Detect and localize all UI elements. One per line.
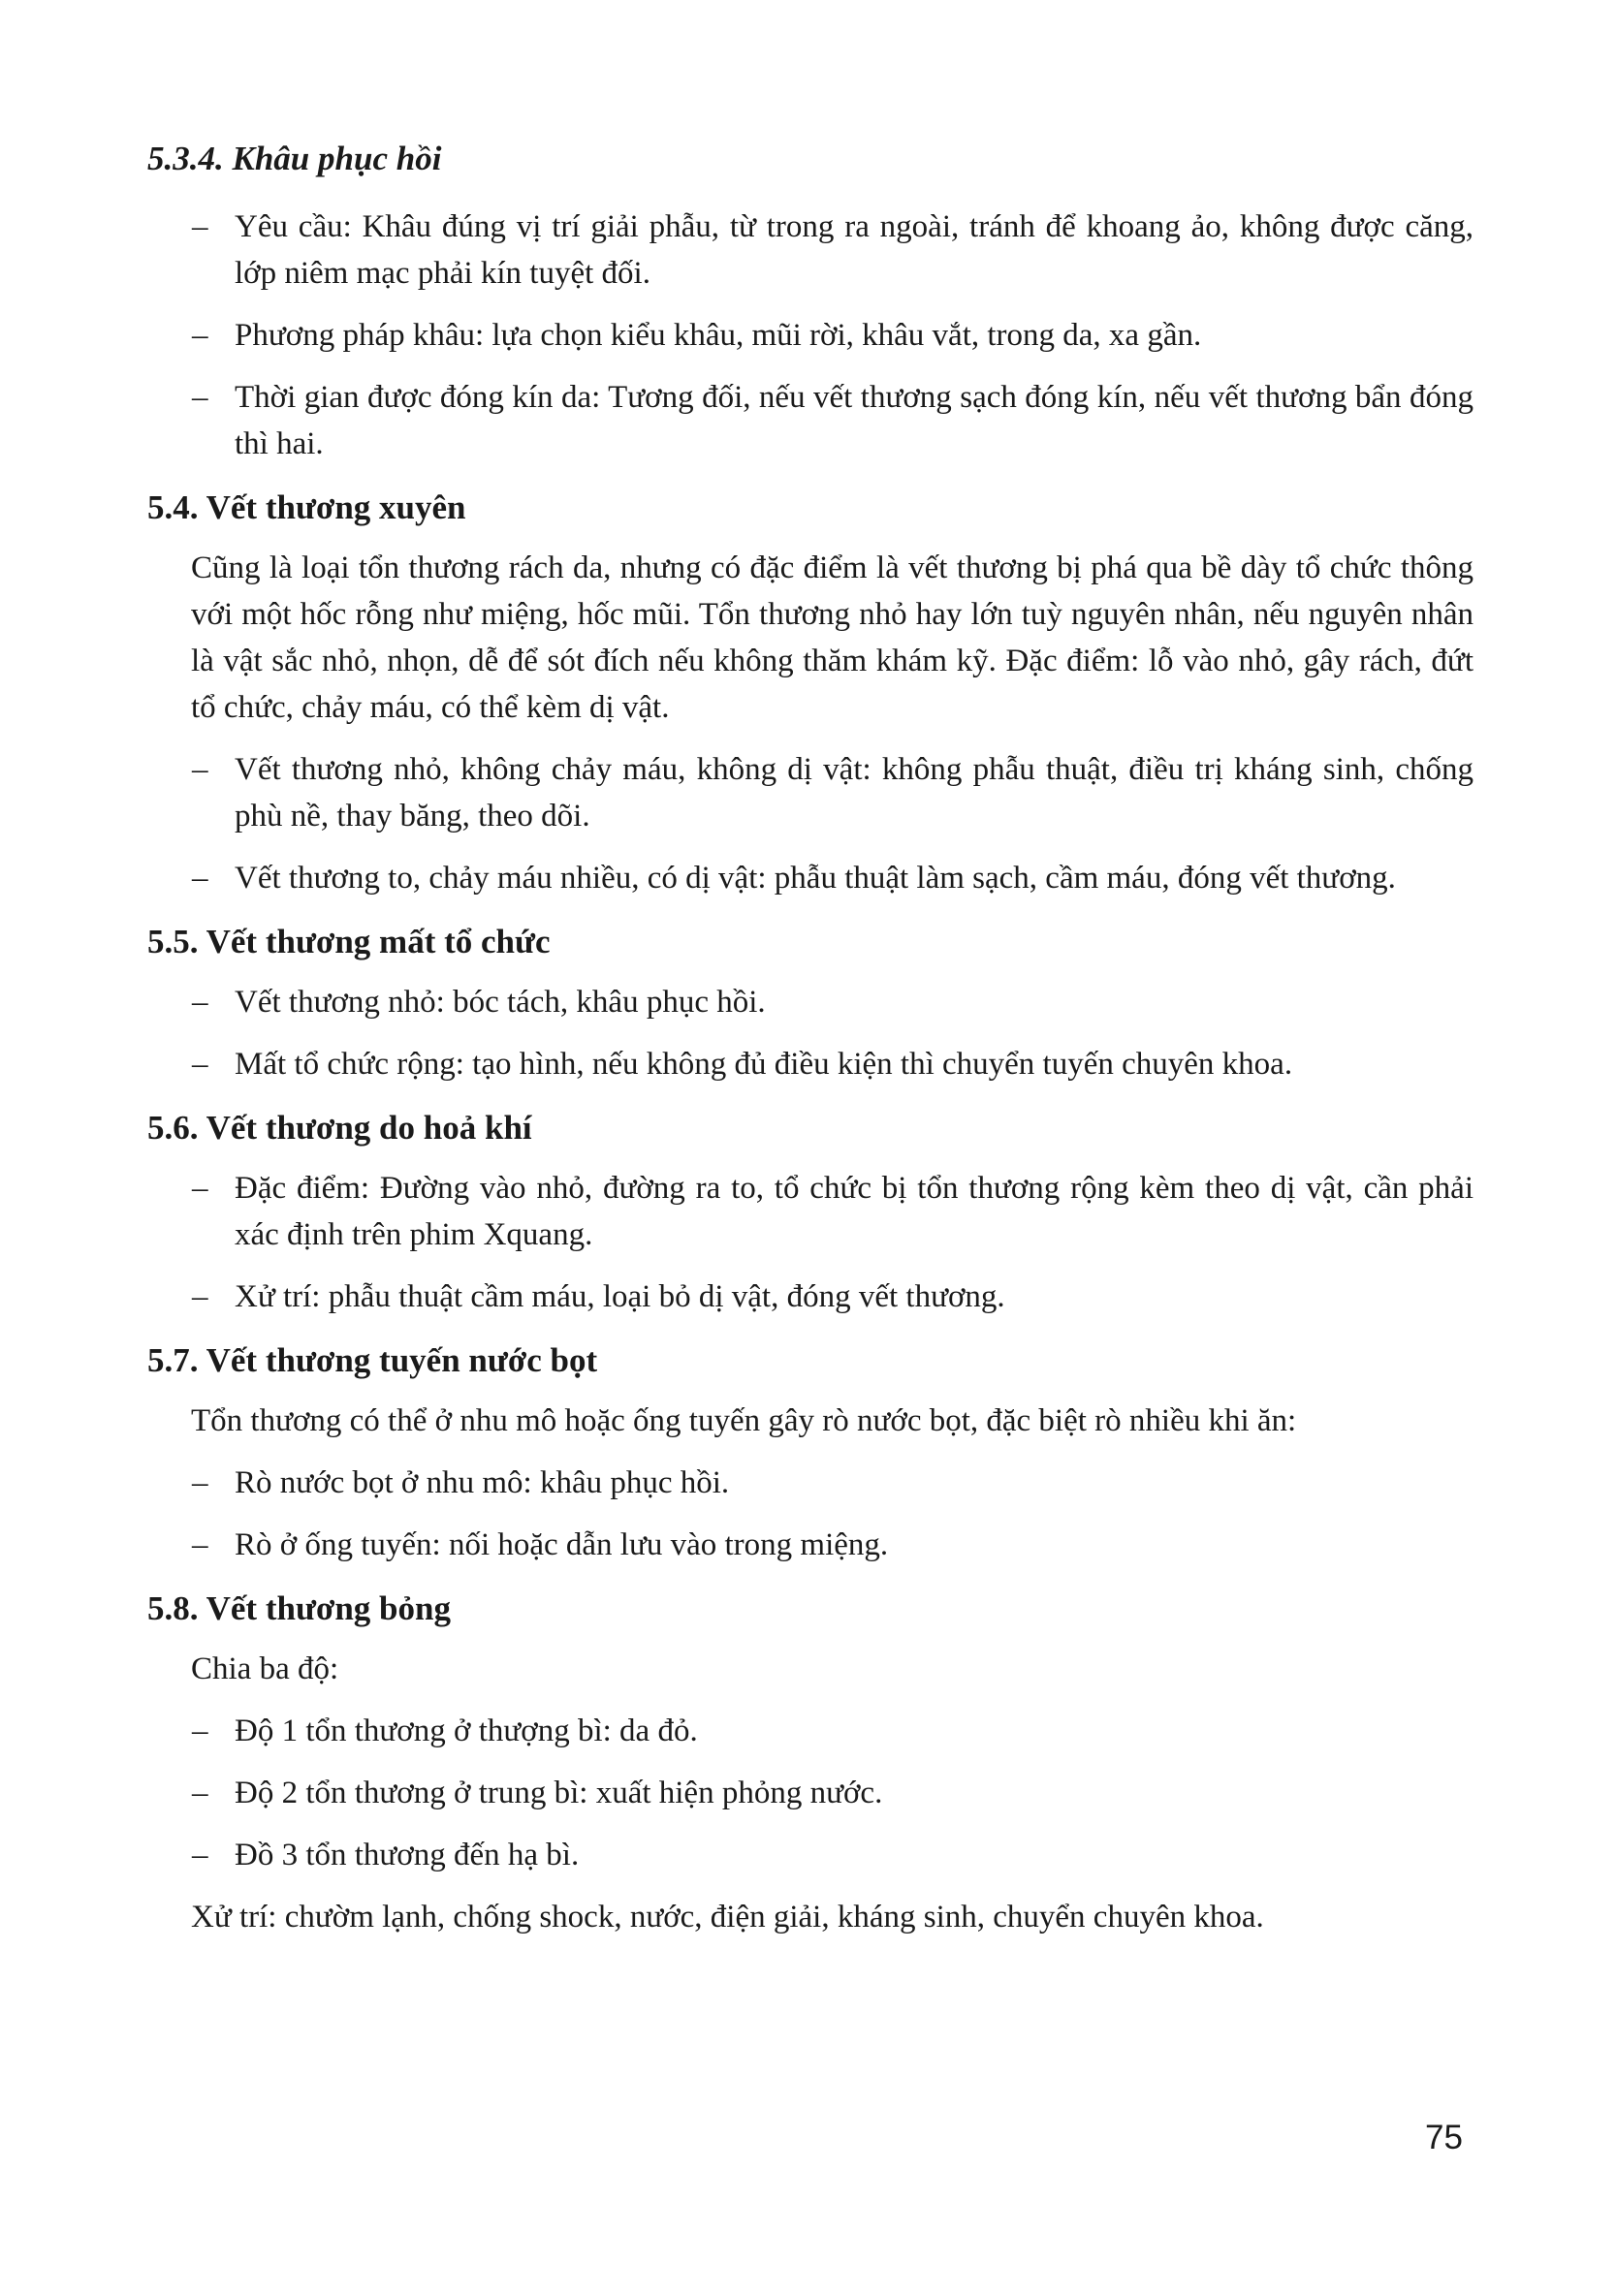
dash-bullet: – — [192, 1047, 208, 1082]
paragraph-5-4: Cũng là loại tổn thương rách da, nhưng có đặc điểm là vết thương bị phá qua bề dày tổ chức thông với một hốc rỗng như miệng, hốc mũi. Tổn thương nhỏ hay lớn tuỳ nguyên nhân, nếu nguyên nhân là vật sắc nhỏ, nhọn, dễ để sót đích nếu không thăm khám kỹ. Đặc điểm: lỗ vào nhỏ, gây rách, đứt tổ chức, chảy máu, có thể kèm dị vật. — [191, 550, 1473, 725]
dash-bullet: – — [192, 209, 208, 244]
list-item-text: Xử trí: phẫu thuật cầm máu, loại bỏ dị vật, đóng vết thương. — [235, 1279, 1005, 1314]
page-number: 75 — [1425, 2119, 1463, 2156]
list-item — [147, 1041, 1473, 1087]
list-item-text: Đồ 3 tổn thương đến hạ bì. — [235, 1838, 580, 1872]
list-item-text: Rò ở ống tuyến: nối hoặc dẫn lưu vào trong miệng. — [235, 1527, 889, 1562]
list-item-text: Độ 2 tổn thương ở trung bì: xuất hiện phỏng nước. — [235, 1776, 883, 1810]
dash-bullet: – — [192, 1279, 208, 1314]
dash-bullet: – — [192, 318, 208, 353]
dash-bullet: – — [192, 1527, 208, 1562]
list-item-text: Vết thương to, chảy máu nhiều, có dị vật: phẫu thuật làm sạch, cầm máu, đóng vết thương. — [235, 861, 1396, 896]
list-item-text: Độ 1 tổn thương ở thượng bì: da đỏ. — [235, 1714, 698, 1748]
heading-5-5: 5.5. Vết thương mất tổ chức — [147, 923, 551, 960]
list-5-7 — [147, 1460, 1473, 1568]
heading-5-3-4: 5.3.4. Khâu phục hồi — [147, 140, 442, 177]
list-5-3-4 — [147, 204, 1473, 467]
heading-5-6: 5.6. Vết thương do hoả khí — [147, 1109, 532, 1147]
dash-bullet: – — [192, 861, 208, 896]
list-item — [147, 1832, 1473, 1878]
heading-5-4: 5.4. Vết thương xuyên — [147, 488, 466, 526]
dash-bullet: – — [192, 752, 208, 787]
list-item — [147, 204, 1473, 297]
list-item — [147, 1522, 1473, 1568]
list-item-text: Đặc điểm: Đường vào nhỏ, đường ra to, tổ chức bị tổn thương rộng kèm theo dị vật, cần phải xác định trên phim Xquang. — [235, 1171, 1473, 1252]
list-item — [147, 1708, 1473, 1754]
list-item — [147, 855, 1473, 901]
list-item — [147, 312, 1473, 359]
dash-bullet: – — [192, 1714, 208, 1748]
paragraph-5-8: Chia ba độ: — [191, 1651, 339, 1686]
list-item-text: Thời gian được đóng kín da: Tương đối, nếu vết thương sạch đóng kín, nếu vết thương bẩn đóng thì hai. — [235, 380, 1473, 461]
list-item — [147, 979, 1473, 1025]
heading-5-8: 5.8. Vết thương bỏng — [147, 1589, 451, 1627]
paragraph-5-7: Tổn thương có thể ở nhu mô hoặc ống tuyến gây rò nước bọt, đặc biệt rò nhiều khi ăn: — [191, 1403, 1297, 1438]
list-item — [147, 1274, 1473, 1320]
list-item-text: Yêu cầu: Khâu đúng vị trí giải phẫu, từ trong ra ngoài, tránh để khoang ảo, không được căng, lớp niêm mạc phải kín tuyệt đối. — [235, 209, 1473, 291]
heading-5-7: 5.7. Vết thương tuyến nước bọt — [147, 1341, 598, 1379]
dash-bullet: – — [192, 1838, 208, 1872]
list-item — [147, 1460, 1473, 1506]
list-item — [147, 374, 1473, 467]
list-item-text: Mất tổ chức rộng: tạo hình, nếu không đủ điều kiện thì chuyển tuyến chuyên khoa. — [235, 1047, 1293, 1082]
list-5-6 — [147, 1165, 1473, 1320]
list-5-5 — [147, 979, 1473, 1087]
document-page — [147, 136, 1473, 1940]
closing-paragraph-5-8: Xử trí: chườm lạnh, chống shock, nước, điện giải, kháng sinh, chuyển chuyên khoa. — [191, 1900, 1264, 1934]
list-item-text: Rò nước bọt ở nhu mô: khâu phục hồi. — [235, 1465, 730, 1500]
list-item-text: Phương pháp khâu: lựa chọn kiểu khâu, mũi rời, khâu vắt, trong da, xa gần. — [235, 318, 1202, 353]
list-item-text: Vết thương nhỏ: bóc tách, khâu phục hồi. — [235, 985, 766, 1020]
list-item-text: Vết thương nhỏ, không chảy máu, không dị vật: không phẫu thuật, điều trị kháng sinh, chống phù nề, thay băng, theo dõi. — [235, 752, 1473, 833]
list-5-8 — [147, 1708, 1473, 1878]
list-item — [147, 746, 1473, 839]
dash-bullet: – — [192, 380, 208, 415]
list-5-4 — [147, 746, 1473, 901]
list-item — [147, 1165, 1473, 1258]
dash-bullet: – — [192, 985, 208, 1020]
dash-bullet: – — [192, 1776, 208, 1810]
list-item — [147, 1770, 1473, 1816]
dash-bullet: – — [192, 1171, 208, 1206]
dash-bullet: – — [192, 1465, 208, 1500]
